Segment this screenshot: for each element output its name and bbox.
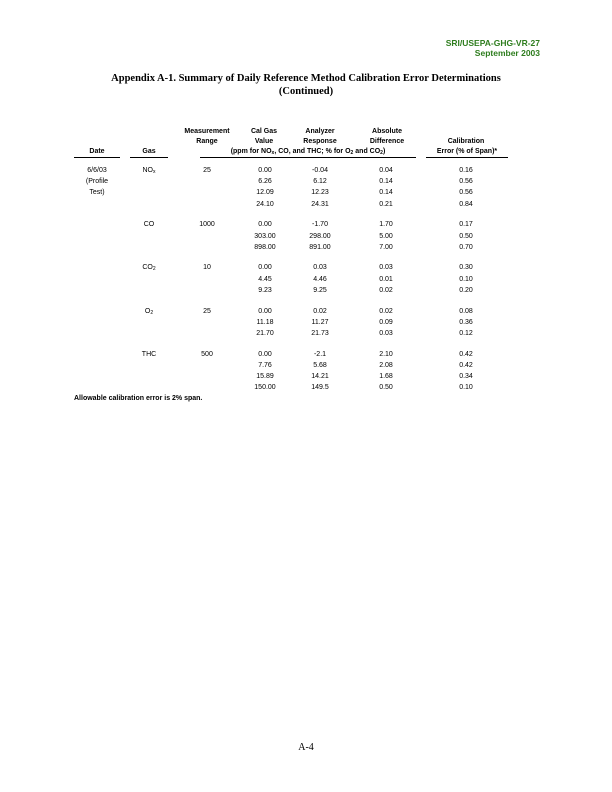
col-header-cal-gas: [236, 127, 292, 147]
title-line-2: (Continued): [278, 86, 334, 97]
col-range-line1: Measurement: [184, 128, 230, 135]
difference-cell: 1.70: [379, 221, 393, 229]
col-cal-line1: Cal Gas: [250, 128, 278, 135]
error-cell: 0.10: [459, 384, 473, 392]
col-header-units: [200, 147, 416, 158]
error-cell: 0.12: [459, 329, 473, 337]
gas-cell: THC: [141, 350, 157, 358]
gas-cell: CO: [143, 221, 155, 229]
difference-cell: 5.00: [379, 232, 393, 240]
range-cell: 1000: [199, 221, 215, 229]
date-cell: (Profile: [85, 178, 109, 186]
error-cell: 0.42: [459, 350, 473, 358]
difference-cell: 0.02: [379, 307, 393, 315]
response-cell: -1.70: [312, 221, 328, 229]
col-range-line2: Range: [196, 138, 218, 145]
date-cell: 6/6/03: [87, 167, 107, 174]
response-cell: 11.27: [311, 318, 329, 326]
difference-cell: 0.03: [379, 264, 393, 272]
error-cell: 0.34: [459, 373, 473, 380]
difference-cell: 0.14: [379, 189, 393, 197]
cal-gas-cell: 0.00: [258, 167, 272, 174]
range-cell: 500: [201, 350, 213, 358]
col-resp-line2: Response: [303, 138, 337, 145]
error-cell: 0.84: [459, 200, 473, 208]
cal-gas-cell: 9.23: [258, 286, 272, 294]
col-header-error: [426, 137, 506, 147]
col-cal-line2: Value: [254, 138, 274, 145]
range-cell: 10: [203, 264, 211, 272]
response-cell: 891.00: [309, 243, 331, 251]
cal-gas-cell: 0.00: [258, 221, 272, 229]
range-cell: 25: [203, 167, 211, 174]
report-header: [446, 38, 540, 58]
gas-cell: $O_2$: [144, 307, 154, 316]
units-sub3: 2: [380, 150, 383, 156]
col-header-gas: Gas: [130, 147, 168, 158]
response-cell: 24.31: [311, 200, 329, 208]
response-cell: 21.73: [311, 329, 329, 337]
gas-subscript: x: [153, 169, 156, 175]
response-cell: -0.04: [312, 167, 328, 174]
difference-cell: 2.10: [379, 350, 393, 358]
error-cell: 0.10: [459, 275, 473, 283]
gas-subscript: 2: [152, 266, 156, 273]
cal-gas-cell: 0.00: [258, 264, 272, 272]
title-line-1: Appendix A-1. Summary of Daily Reference Method Calibration Error Determinations: [111, 73, 501, 84]
response-cell: 4.46: [313, 275, 327, 283]
col-resp-line1: Analyzer: [305, 128, 335, 135]
gas-cell: $CO_2$: [142, 264, 156, 273]
col-header-difference: [352, 127, 422, 147]
difference-cell: 0.09: [379, 318, 393, 326]
units-sub2: 2: [350, 150, 354, 156]
page-number: A-4: [298, 742, 314, 753]
error-cell: 0.08: [459, 307, 473, 315]
error-cell: 0.30: [459, 264, 473, 272]
difference-cell: 7.00: [379, 243, 393, 251]
response-cell: 5.68: [313, 361, 327, 369]
cal-gas-cell: 0.00: [258, 307, 272, 315]
response-cell: -2.1: [313, 350, 327, 358]
response-cell: 12.23: [311, 189, 329, 197]
cal-gas-cell: 0.00: [258, 350, 272, 358]
date-cell: Test): [89, 189, 105, 197]
difference-cell: 0.02: [379, 286, 393, 294]
cal-gas-cell: 12.09: [256, 189, 274, 197]
cal-gas-cell: 11.18: [256, 318, 274, 326]
response-cell: 0.02: [313, 307, 327, 315]
difference-cell: 2.08: [379, 361, 393, 369]
range-cell: 25: [203, 307, 211, 315]
error-cell: 0.16: [459, 167, 473, 174]
cal-gas-cell: 303.00: [254, 232, 276, 240]
col-err-line1: Calibration: [447, 138, 485, 145]
difference-cell: 0.21: [379, 200, 393, 208]
cal-gas-cell: 21.70: [256, 329, 274, 337]
difference-cell: 0.01: [379, 275, 393, 283]
units-d: ): [382, 148, 386, 155]
col-header-range: [172, 127, 242, 147]
col-diff-line1: Absolute: [372, 128, 402, 135]
col-header-date: Date: [74, 147, 120, 158]
difference-cell: 0.03: [379, 329, 393, 337]
cal-gas-cell: 898.00: [254, 243, 276, 251]
error-cell: 0.17: [459, 221, 473, 229]
response-cell: 149.5: [311, 384, 329, 392]
col-diff-line2: Difference: [369, 138, 405, 145]
table-title: [0, 72, 612, 98]
response-cell: 9.25: [313, 286, 327, 294]
error-cell: 0.20: [459, 286, 473, 294]
col-header-error-2: Error (% of Span)*: [426, 147, 508, 158]
error-cell: 0.56: [459, 189, 473, 197]
cal-gas-cell: 24.10: [256, 200, 274, 208]
response-cell: 6.12: [313, 178, 327, 186]
gas-cell: $NO_x$: [142, 167, 156, 175]
error-cell: 0.50: [459, 232, 473, 240]
gas-subscript: 2: [150, 309, 154, 316]
error-cell: 0.56: [459, 178, 473, 186]
units-b: , CO, and THC; % for O: [274, 148, 351, 155]
units-a: (ppm for NO: [230, 148, 272, 155]
cal-gas-cell: 7.76: [258, 361, 272, 369]
units-c: and CO: [353, 148, 381, 155]
difference-cell: 0.14: [379, 178, 393, 186]
cal-gas-cell: 150.00: [254, 384, 276, 392]
cal-gas-cell: 4.45: [258, 275, 272, 283]
error-cell: 0.42: [459, 361, 473, 369]
cal-gas-cell: 15.89: [256, 373, 274, 380]
difference-cell: 1.68: [379, 373, 393, 380]
report-date: September 2003: [474, 48, 540, 58]
difference-cell: 0.50: [379, 384, 393, 392]
error-cell: 0.36: [459, 318, 473, 326]
allowable-error-note: Allowable calibration error is 2% span.: [74, 395, 203, 402]
response-cell: 298.00: [309, 232, 331, 240]
cal-gas-cell: 6.26: [258, 178, 272, 186]
response-cell: 14.21: [311, 373, 329, 380]
col-header-response: [288, 127, 352, 147]
response-cell: 0.03: [313, 264, 327, 272]
difference-cell: 0.04: [379, 167, 393, 174]
error-cell: 0.70: [459, 243, 473, 251]
units-sub1: x: [271, 150, 275, 156]
report-id: SRI/USEPA-GHG-VR-27: [445, 38, 540, 48]
